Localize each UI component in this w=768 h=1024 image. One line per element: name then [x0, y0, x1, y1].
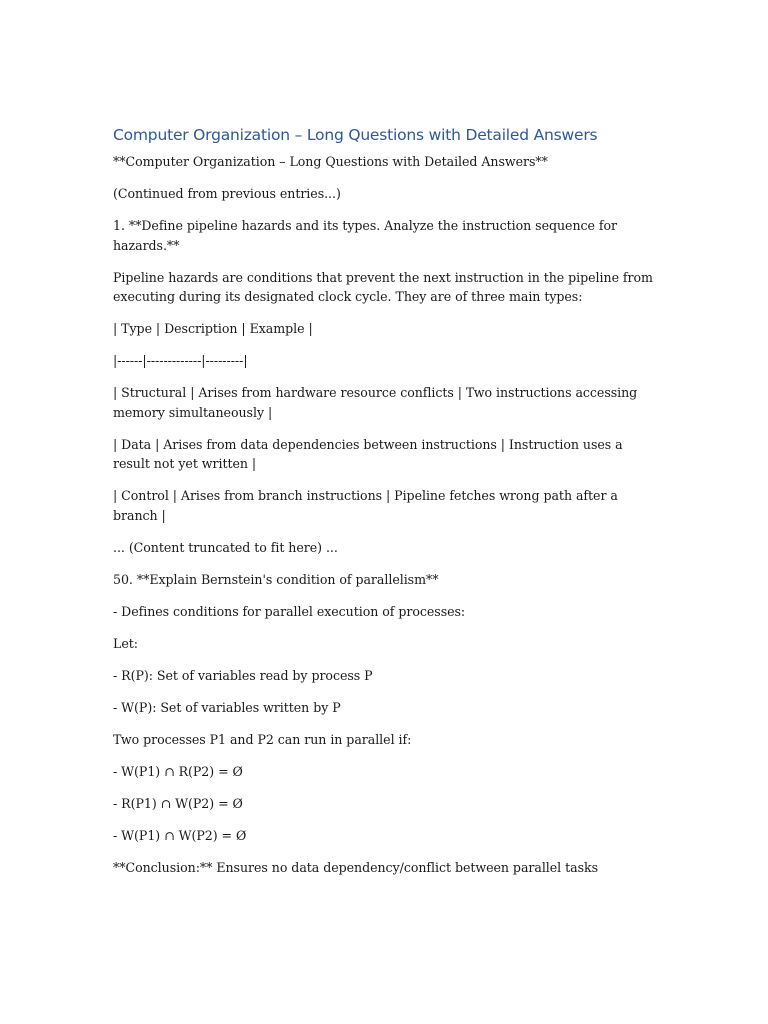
- paragraph-conclusion: **Conclusion:** Ensures no data dependency/conflict between parallel tasks: [113, 859, 598, 875]
- paragraph-table-row-control: | Control | Arises from branch instructions | Pipeline fetches wrong path after a branch |: [113, 488, 618, 523]
- paragraph-write-set: - W(P): Set of variables written by P: [113, 699, 341, 715]
- paragraph-bernstein-definition: - Defines conditions for parallel execution of processes:: [113, 603, 466, 619]
- paragraph-table-row-data: | Data | Arises from data dependencies between instructions | Instruction uses a result not yet written |: [113, 436, 623, 471]
- paragraph-table-separator: |------|-------------|---------|: [113, 353, 248, 368]
- document-title: Computer Organization – Long Questions with Detailed Answers: [113, 126, 598, 144]
- paragraph-question-50: 50. **Explain Bernstein's condition of parallelism**: [113, 571, 439, 587]
- paragraph-hazards-intro: Pipeline hazards are conditions that prevent the next instruction in the pipeline from executing during its designated clock cycle. They are of three main types:: [113, 269, 653, 304]
- paragraph-let: Let:: [113, 635, 138, 651]
- paragraph-table-row-structural: | Structural | Arises from hardware resource conflicts | Two instructions accessing memory simultaneously |: [113, 385, 638, 420]
- paragraph-heading-repeat: **Computer Organization – Long Questions with Detailed Answers**: [113, 154, 548, 169]
- paragraph-read-set: - R(P): Set of variables read by process P: [113, 667, 373, 683]
- paragraph-condition-1: - W(P1) ∩ R(P2) = Ø: [113, 763, 243, 779]
- paragraph-table-header: | Type | Description | Example |: [113, 321, 313, 336]
- paragraph-question-1: 1. **Define pipeline hazards and its types. Analyze the instruction sequence for hazards.**: [113, 218, 617, 253]
- paragraph-truncated-note: ... (Content truncated to fit here) ...: [113, 539, 338, 555]
- paragraph-parallel-condition: Two processes P1 and P2 can run in parallel if:: [113, 731, 412, 747]
- document-body: [113, 124, 658, 890]
- paragraph-continued-note: (Continued from previous entries...): [113, 186, 341, 201]
- paragraph-condition-2: - R(P1) ∩ W(P2) = Ø: [113, 795, 243, 811]
- paragraph-condition-3: - W(P1) ∩ W(P2) = Ø: [113, 827, 247, 843]
